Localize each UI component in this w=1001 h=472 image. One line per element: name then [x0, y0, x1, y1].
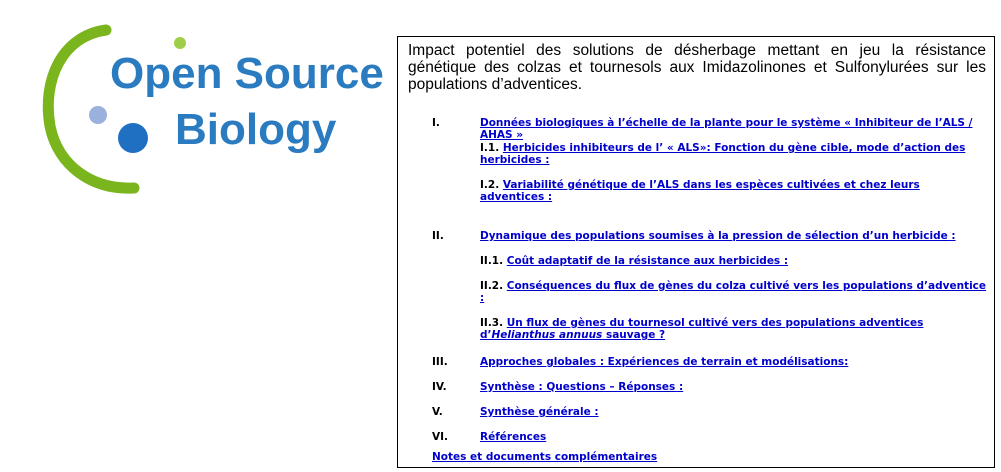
toc-link-ii3-part1: Un flux de gènes du tournesol cultivé vers des populations adventices d’	[480, 317, 924, 341]
table-of-contents-box	[397, 36, 995, 468]
toc-entry-i1	[408, 142, 986, 166]
toc-link-vi[interactable]: Références	[480, 431, 547, 443]
toc-link-iv[interactable]: Synthèse : Questions – Réponses :	[480, 381, 684, 393]
toc-link-ii1[interactable]: Coût adaptatif de la résistance aux herbicides :	[506, 255, 789, 267]
logo-dot-green	[174, 37, 186, 49]
toc-number: II.2.	[480, 280, 504, 292]
toc-number: II.	[432, 230, 444, 242]
logo-text-biology: Biology	[175, 105, 337, 154]
toc-number: III.	[432, 356, 448, 368]
toc-number: V.	[432, 406, 443, 418]
toc-link-i[interactable]: Données biologiques à l’échelle de la plante pour le système « Inhibiteur de l’ALS / AHAS »	[480, 117, 973, 141]
open-source-biology-logo	[40, 18, 385, 208]
toc-number: I.	[432, 117, 440, 129]
toc-entry-ii1	[408, 255, 986, 267]
toc-number: II.3.	[480, 317, 504, 329]
toc-entry-iii	[408, 356, 986, 368]
toc-link-iii[interactable]: Approches globales : Expériences de terrain et modélisations:	[480, 356, 849, 368]
toc-entry-i	[408, 117, 986, 141]
species-name: Helianthus annuus	[491, 329, 603, 341]
toc-entry-ii3	[408, 317, 986, 341]
toc-entry-i2	[408, 179, 986, 203]
logo-text-open-source: Open Source	[110, 49, 384, 98]
toc-link-notes[interactable]: Notes et documents complémentaires	[432, 451, 658, 463]
toc-entry-vi	[408, 431, 986, 443]
logo-graphic	[40, 18, 385, 208]
toc-link-ii2[interactable]: Conséquences du flux de gènes du colza cultivé vers les populations d’adventice :	[480, 280, 987, 304]
toc-entry-v	[408, 406, 986, 418]
toc-entry-ii	[408, 230, 986, 242]
toc-link-i1[interactable]: Herbicides inhibiteurs de l’ « ALS»: Fonction du gène cible, mode d’action des herbicides :	[480, 142, 966, 166]
logo-dot-small	[89, 106, 107, 124]
toc-link-i2[interactable]: Variabilité génétique de l’ALS dans les espèces cultivées et chez leurs adventices :	[480, 179, 920, 203]
toc-number: I.1.	[480, 142, 500, 154]
toc-number: I.2.	[480, 179, 500, 191]
toc-entry-ii2	[408, 280, 986, 304]
toc-list	[408, 117, 986, 463]
toc-link-v[interactable]: Synthèse générale :	[480, 406, 599, 418]
toc-entry-notes	[408, 451, 986, 463]
toc-link-ii3-part2: sauvage ?	[602, 329, 666, 341]
toc-number: VI.	[432, 431, 449, 443]
toc-link-ii[interactable]: Dynamique des populations soumises à la pression de sélection d’un herbicide :	[480, 230, 956, 242]
logo-dot-large	[118, 123, 148, 153]
toc-number: IV.	[432, 381, 447, 393]
toc-entry-iv	[408, 381, 986, 393]
toc-number: II.1.	[480, 255, 504, 267]
toc-link-ii3[interactable]	[480, 317, 923, 341]
intro-text: Impact potentiel des solutions de désherbage mettant en jeu la résistance génétique des colzas et tournesols aux Imidazolinones et Sulfonylurées sur les populations d’adventices.	[408, 42, 986, 93]
